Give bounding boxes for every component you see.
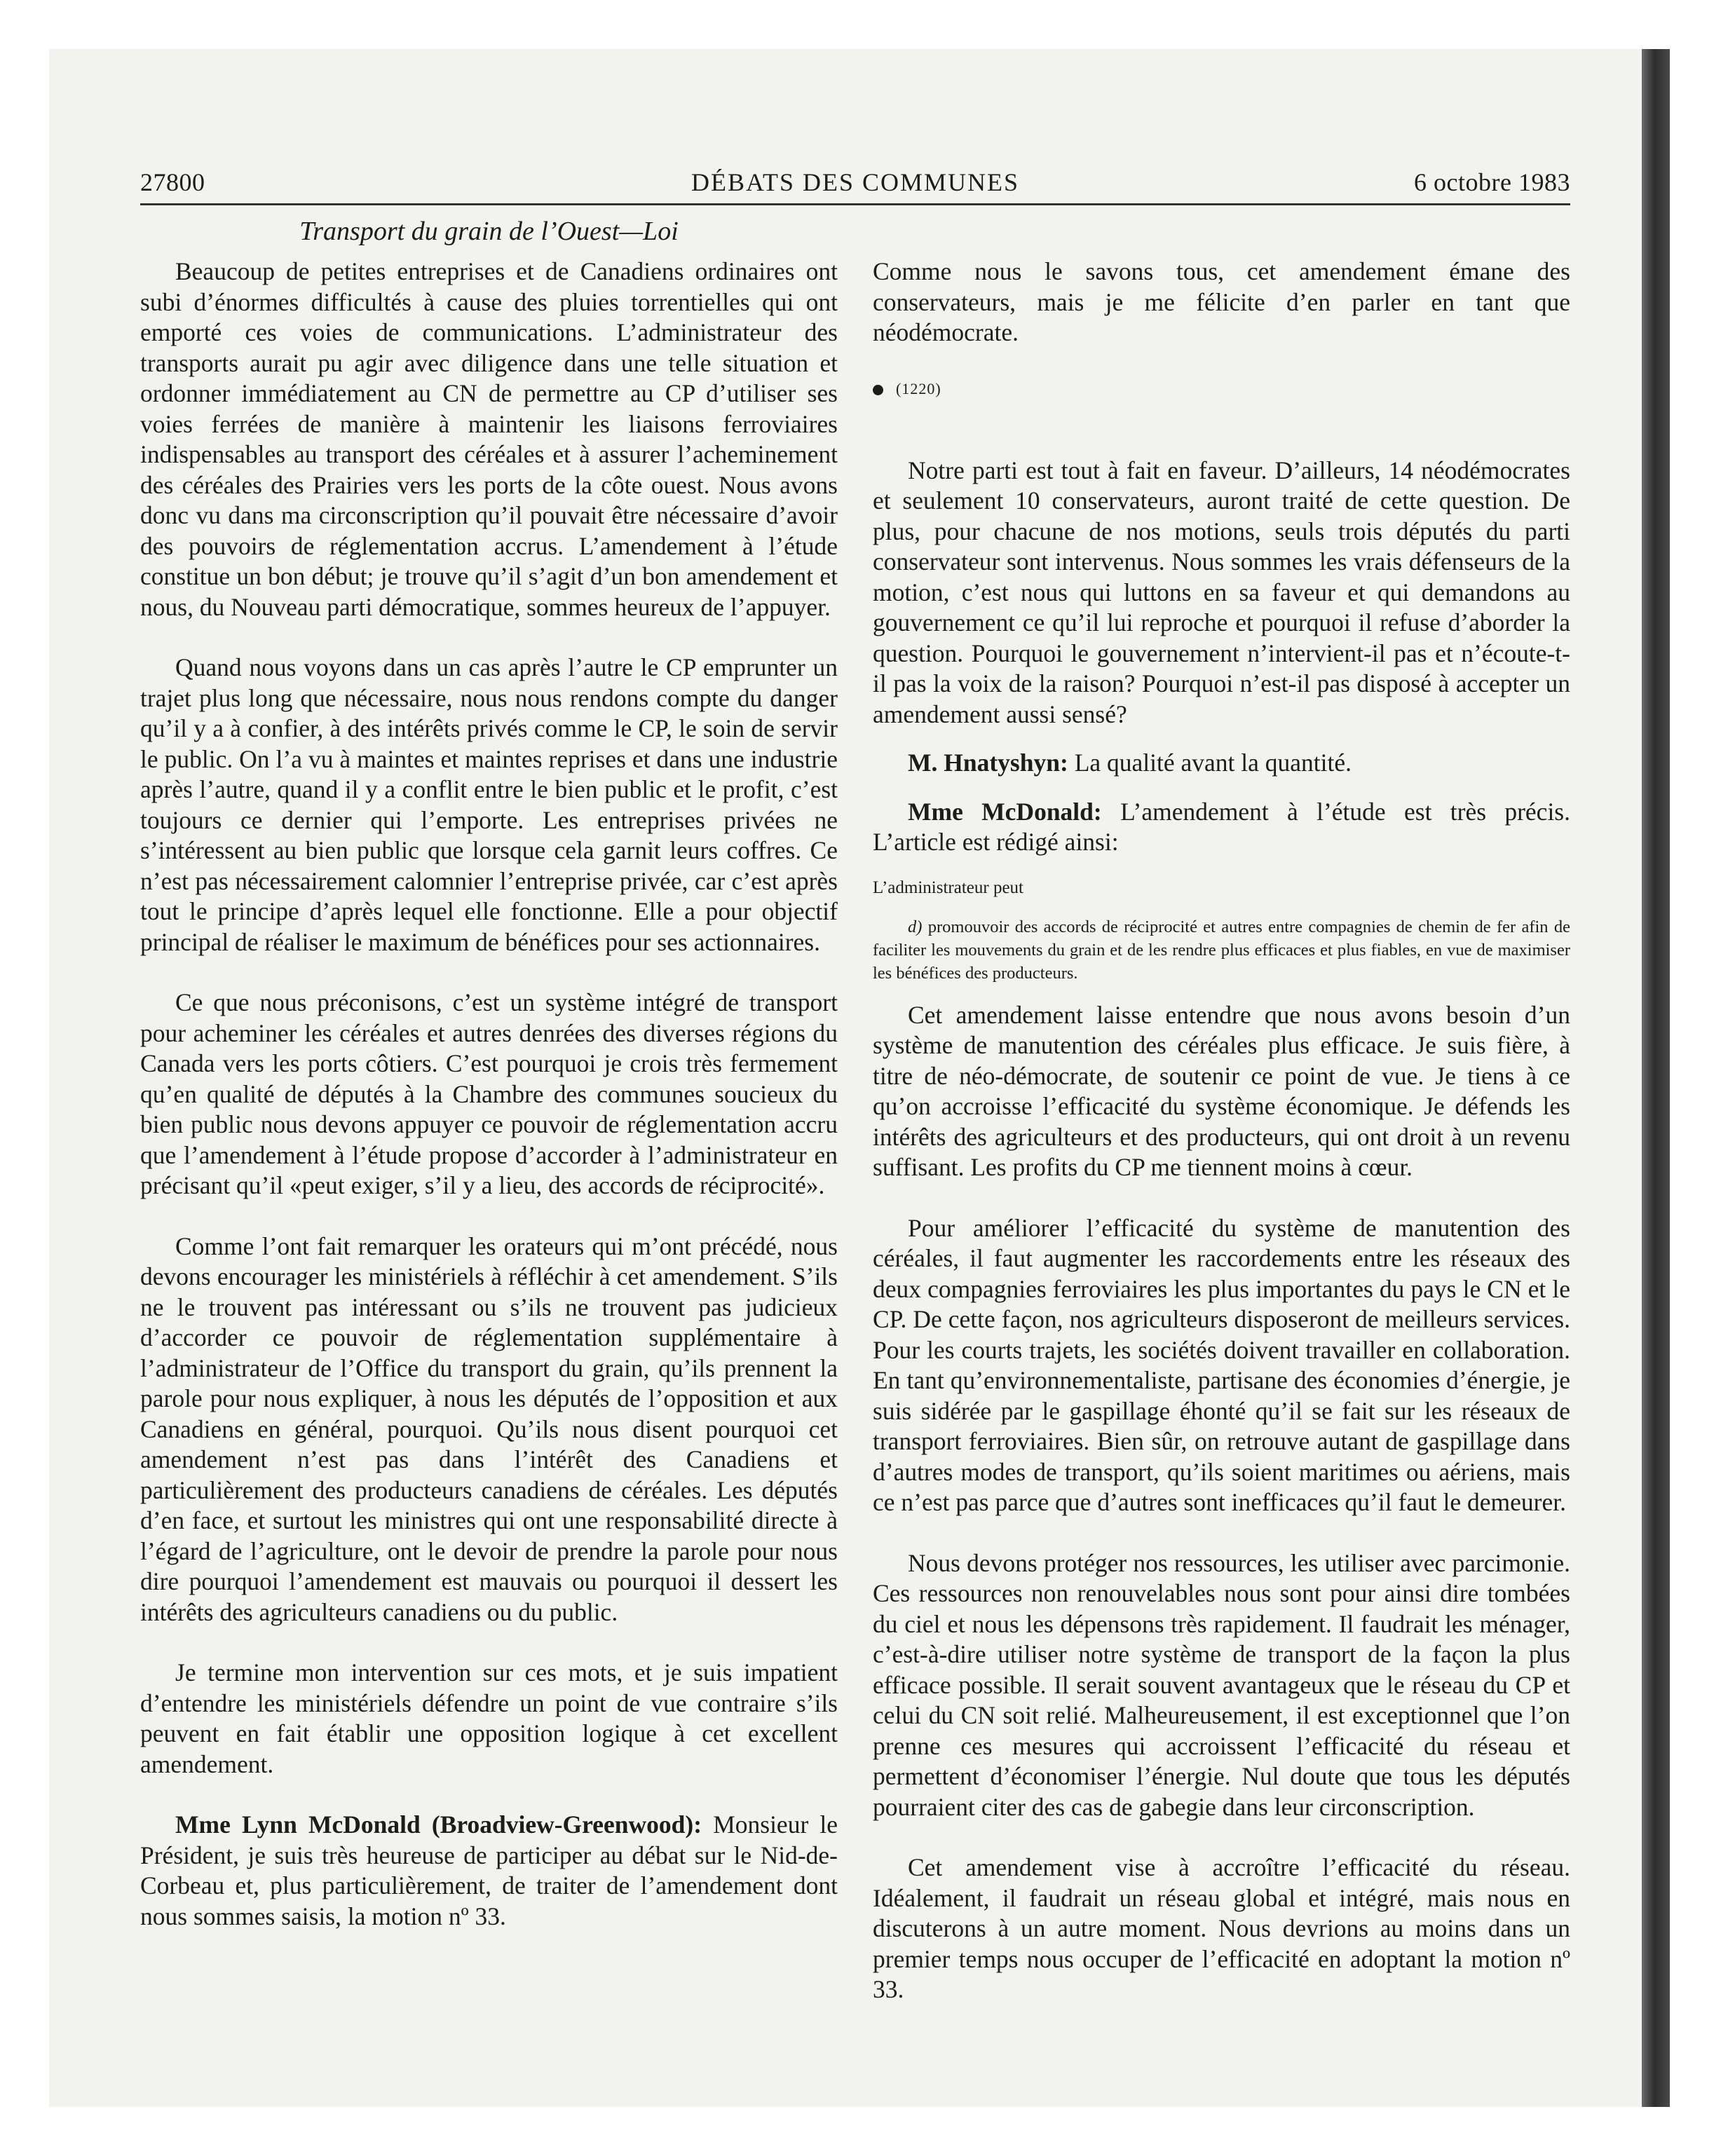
speaker-name: Mme Lynn McDonald (Broadview-Greenwood):	[175, 1810, 702, 1838]
paragraph: Beaucoup de petites entreprises et de Canadiens ordinaires ont subi d’énormes difficultés à cause des pluies torrentielles qui ont emporté ces voies de communications. L’administrateur des transports aurait pu agir avec diligence dans une telle situation et ordonner immédiatement au CN de permettre au CP d’utiliser ses voies ferrées de manière à maintenir les liaisons ferroviaires indispensables au transport des céréales et à assurer l’acheminement des céréales des Prairies vers les ports de la côte ouest. Nous avons donc vu dans ma circonscription qu’il pouvait être nécessaire d’avoir des pouvoirs de réglementation accrus. L’amendement à l’étude constitue un bon début; je trouve qu’il s’agit d’un bon amendement et nous, du Nouveau parti démocratique, sommes heureux de l’appuyer.	[140, 257, 838, 621]
time-marker	[873, 378, 1570, 400]
speech-text: La qualité avant la quantité.	[1068, 749, 1352, 777]
paragraph: Pour améliorer l’efficacité du système de manutention des céréales, il faut augmenter les raccordements entre les réseaux des deux compagnies ferroviaires les plus importantes du pays le CN et le CP. De cette façon, nos agriculteurs disposeront de meilleurs services. Pour les courts trajets, les sociétés doivent travailler en collaboration. En tant qu’environnementaliste, partisane des économies d’énergie, je suis sidérée par le gaspillage éhonté qu’il se fait sur les réseaux de transport ferroviaires. Bien sûr, on retrouve autant de gaspillage dans d’autres modes de transport, qu’ils soient maritimes ou aériens, mais ce n’est pas parce que d’autres sont inefficaces qu’il faut le demeurer.	[873, 1213, 1570, 1516]
paragraph: Comme nous le savons tous, cet amendement émane des conservateurs, mais je me félicite d’en parler en tant que néodémocrate.	[873, 257, 1570, 346]
bullet-icon	[873, 385, 883, 395]
quote-item-letter: d)	[908, 917, 923, 936]
time-marker-label: (1220)	[896, 379, 941, 397]
header-rule	[140, 203, 1570, 205]
paragraph: Nous devons protéger nos ressources, les utiliser avec parcimonie. Ces ressources non renouvelables nous sont pour ainsi dire tombées du ciel et nous les dépensons très rapidement. Il faudrait les ménager, c’est-à-dire utiliser notre système de transport de la façon la plus efficace possible. Il serait souvent avantageux que le réseau du CP et celui du CN soit relié. Malheureusement, il est exceptionnel que l’on prenne ces mesures qui accroissent l’efficacité du réseau et permettent d’économiser l’énergie. Nul doute que tous les députés pourraient citer des cas de gabegie dans leur circonscription.	[873, 1548, 1570, 1821]
paragraph: Cet amendement vise à accroître l’efficacité du réseau. Idéalement, il faudrait un réseau global et intégré, mais nous en discuterons à un autre moment. Nous devrions au moins dans un premier temps nous occuper de l’efficacité en adoptant la motion nº 33.	[873, 1853, 1570, 2003]
paragraph: Notre parti est tout à fait en faveur. D’ailleurs, 14 néodémocrates et seulement 10 conservateurs, auront traité de cette question. De plus, pour chacune de nos motions, seuls trois députés du parti conservateur sont intervenus. Nous sommes les vrais défenseurs de la motion, c’est nous qui luttons en sa faveur et qui demandons au gouvernement ce qu’il lui reproche et pourquoi il refuse d’aborder la question. Pourquoi le gouvernement n’intervient-il pas et n’écoute-t-il pas la voix de la raison? Pourquoi n’est-il pas disposé à accepter un amendement aussi sensé?	[873, 456, 1570, 728]
speaker-paragraph	[873, 748, 1570, 779]
quote-lead: L’administrateur peut	[873, 878, 1023, 897]
page-edge-shadow	[1642, 49, 1670, 2107]
paragraph: Comme l’ont fait remarquer les orateurs qui m’ont précédé, nous devons encourager les ministériels à réfléchir à cet amendement. S’ils ne le trouvent pas intéressant ou s’ils ne trouvent pas judicieux d’accorder ce pouvoir de réglementation supplémentaire à l’administrateur de l’Office du transport du grain, qu’ils prennent la parole pour nous expliquer, à nous les députés de l’opposition et aux Canadiens en général, pourquoi. Qu’ils nous disent pourquoi cet amendement n’est pas dans l’intérêt des Canadiens et particulièrement des producteurs canadiens de céréales. Les députés d’en face, et surtout les ministres qui ont une responsabilité directe à l’égard de l’agriculture, ont le devoir de prendre la parole pour nous dire pourquoi l’amendement est mauvais ou pourquoi il dessert les intérêts des agriculteurs canadiens ou du public.	[140, 1231, 838, 1626]
speaker-name: M. Hnatyshyn:	[908, 749, 1068, 777]
paragraph: Cet amendement laisse entendre que nous avons besoin d’un système de manutention des céréales plus efficace. Je suis fière, à titre de néo-démocrate, de soutenir ce point de vue. Je tiens à ce qu’on accroisse l’efficacité du système économique. Je défends les intérêts des agriculteurs et des producteurs, qui ont droit à un revenu suffisant. Les profits du CP me tiennent moins à cœur.	[873, 1000, 1570, 1181]
speech-text: Monsieur le Président, je suis très heureuse de participer au débat sur le Nid-de-Corbeau et, plus particulièrement, de traiter de l’amendement dont nous sommes saisis, la motion nº 33.	[140, 1810, 838, 1930]
publication-title: DÉBATS DES COMMUNES	[690, 168, 1020, 196]
paragraph: Je termine mon intervention sur ces mots, et je suis impatient d’entendre les ministériels défendre un point de vue contraire s’ils peuvent en fait établir une opposition logique à cet excellent amendement.	[140, 1658, 838, 1778]
speech-text: L’amendement à l’étude est très précis. L’article est rédigé ainsi:	[873, 797, 1570, 856]
page-number: 27800	[140, 168, 205, 196]
right-column	[873, 257, 1570, 2035]
section-subheading: Transport du grain de l’Ouest—Loi	[299, 217, 679, 246]
speaker-paragraph	[140, 1810, 838, 1932]
quote-text: promouvoir des accords de réciprocité et autres entre compagnies de chemin de fer afin de faciliter les mouvements du grain et de les rendre plus efficaces et plus fiables, en vue de maximiser les bénéfices des producteurs.	[873, 917, 1570, 983]
speaker-paragraph	[873, 797, 1570, 858]
running-header	[140, 165, 1570, 199]
paragraph: Ce que nous préconisons, c’est un système intégré de transport pour acheminer les céréales et autres denrées des diverses régions du Canada vers les ports côtiers. C’est pourquoi je crois très fermement qu’en qualité de députés à la Chambre des communes soucieux du bien public nous devons appuyer ce pouvoir de réglementation accru que l’amendement à l’étude propose d’accorder à l’administrateur en précisant qu’il «peut exiger, s’il y a lieu, des accords de réciprocité».	[140, 988, 838, 1199]
left-column	[140, 257, 838, 1962]
block-quote	[873, 915, 1570, 985]
paragraph: Quand nous voyons dans un cas après l’autre le CP emprunter un trajet plus long que nécessaire, nous nous rendons compte du danger qu’il y a à confier, à des intérêts privés comme le CP, le soin de servir le public. On l’a vu à maintes et maintes reprises et dans une industrie après l’autre, quand il y a conflit entre le bien public et le profit, c’est toujours ce dernier qui l’emporte. Les entreprises privées ne s’intéressent au bien public que lorsque cela garnit leurs coffres. Ce n’est pas nécessairement calomnier l’entreprise privée, car c’est après tout le principe d’après lequel elle fonctionne. Elle a pour objectif principal de réaliser le maximum de bénéfices pour ses actionnaires.	[140, 653, 838, 956]
speaker-name: Mme McDonald:	[908, 797, 1102, 826]
header-date: 6 octobre 1983	[1414, 168, 1570, 196]
